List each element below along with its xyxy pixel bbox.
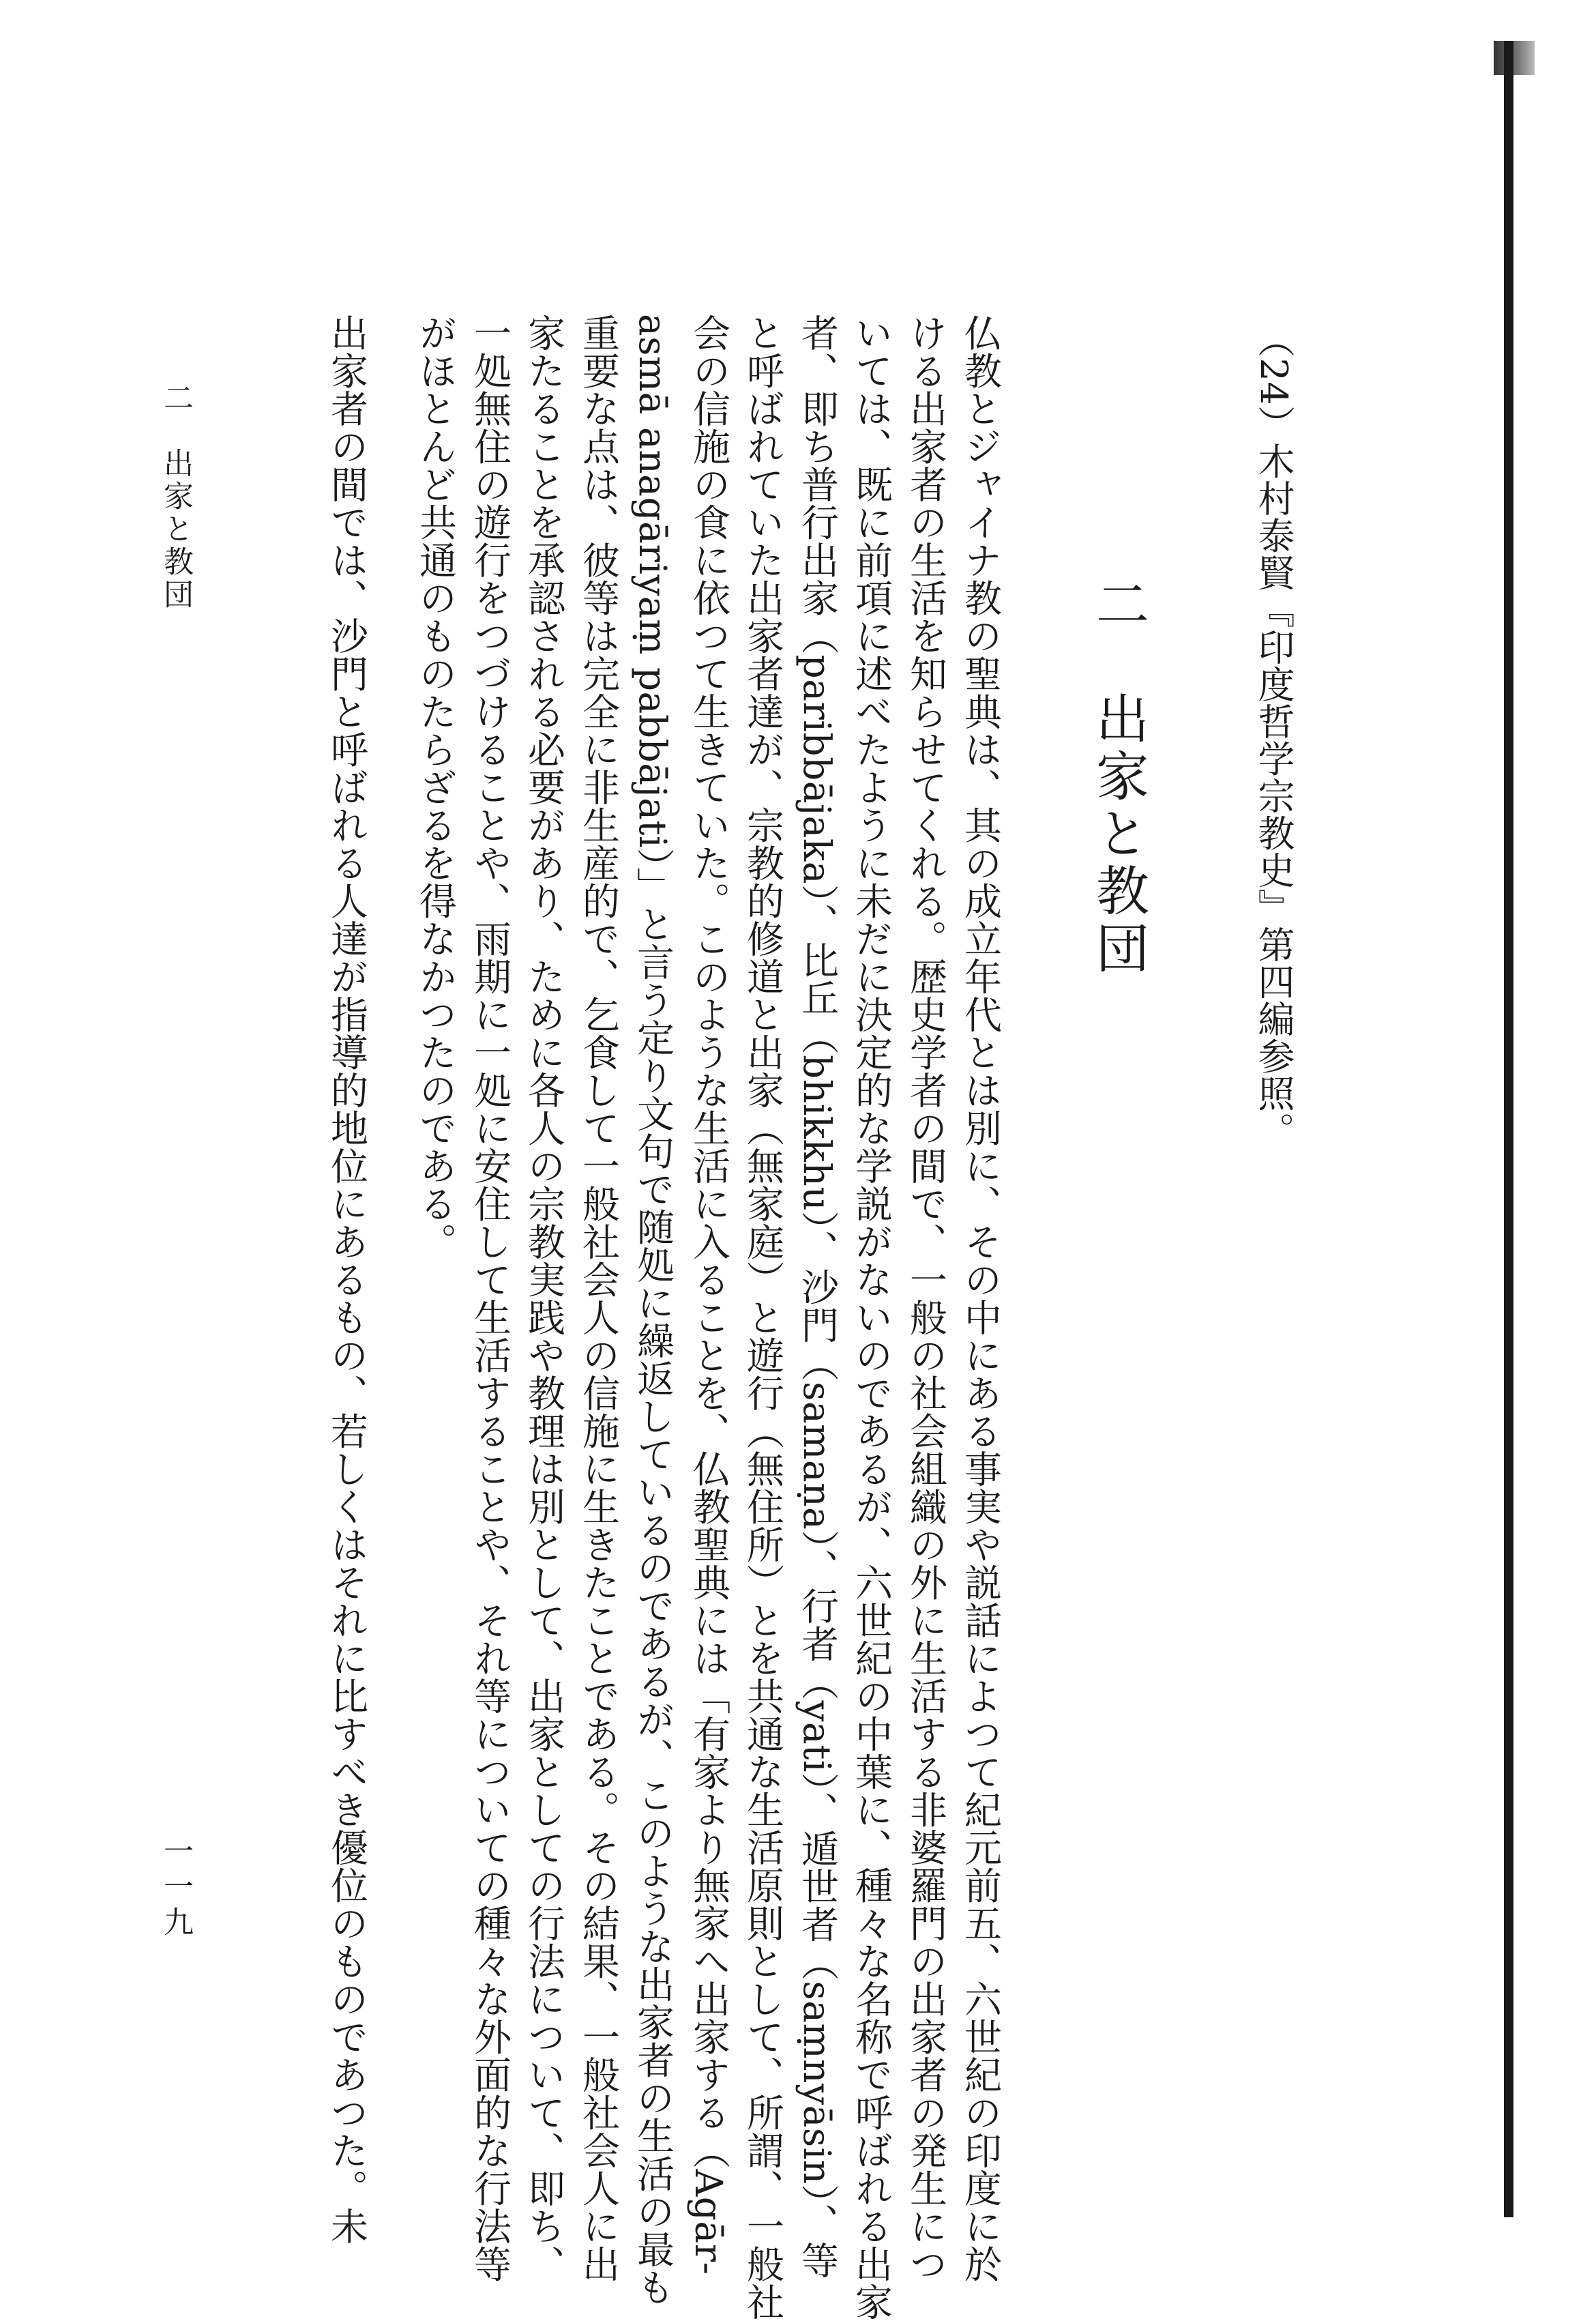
body-line: いては、既に前項に述べたように未だに決定的な学説がないのであるが、六世紀の中葉に、種々な名称で呼ばれる出家	[849, 314, 893, 2321]
body-line: asmā anagāriyaṃ pabbājati）」と言う定り文句で随処に繰返しているのであるが、このような出家者の生活の最も	[631, 314, 675, 2307]
running-head: 二 出家と教団	[158, 382, 193, 611]
body-line: 仏教とジャイナ教の聖典は、其の成立年代とは別に、その中にある事実や説話によつて紀元前五、六世紀の印度に於	[958, 314, 1002, 2283]
body-line: 一処無住の遊行をつづけることや、雨期に一処に安住して生活することや、それ等についての種々な外面的な行法等	[468, 314, 512, 2283]
next-paragraph-line: 出家者の間では、沙門と呼ばれる人達が指導的地位にあるもの、若しくはそれに比すべき優位のものであつた。未	[325, 314, 368, 2245]
body-line: 者、即ち普行出家（paribbājaka）、比丘（bhikkhu）、沙門（samaṇa）、行者（yati）、遁世者（saṃnyāsin）、等	[795, 314, 839, 2279]
section-heading: 二 出家と教団	[1087, 576, 1149, 978]
scan-edge-shadow	[1504, 41, 1513, 2217]
body-line: ける出家者の生活を知らせてくれる。歴史学者の間で、一般の社会組織の外に生活する非婆羅門の出家者の発生につ	[904, 314, 947, 2283]
scan-edge-top	[1494, 41, 1535, 75]
page-number: 一一九	[158, 1835, 193, 1942]
body-line: と呼ばれていた出家者達が、宗教的修道と出家（無家庭）と遊行（無住所）とを共通な生活原則として、所謂、一般社	[741, 314, 784, 2321]
body-line: 会の信施の食に依つて生きていた。このような生活に入ることを、仏教聖典には「有家より無家へ出家する（Agār-	[687, 314, 730, 2275]
body-line: がほとんど共通のものたらざるを得なかつたのである。	[413, 314, 457, 1261]
body-line: 重要な点は、彼等は完全に非生産的で、乞食して一般社会人の信施に生きたことである。その結果、一般社会人に出	[576, 314, 620, 2283]
footnote: （24）木村泰賢『印度哲学宗教史』第四編参照。	[1252, 321, 1295, 1150]
body-line: 家たることを承認される必要があり、ために各人の宗教実践や教理は別として、出家としての行法について、即ち、	[522, 314, 565, 2283]
